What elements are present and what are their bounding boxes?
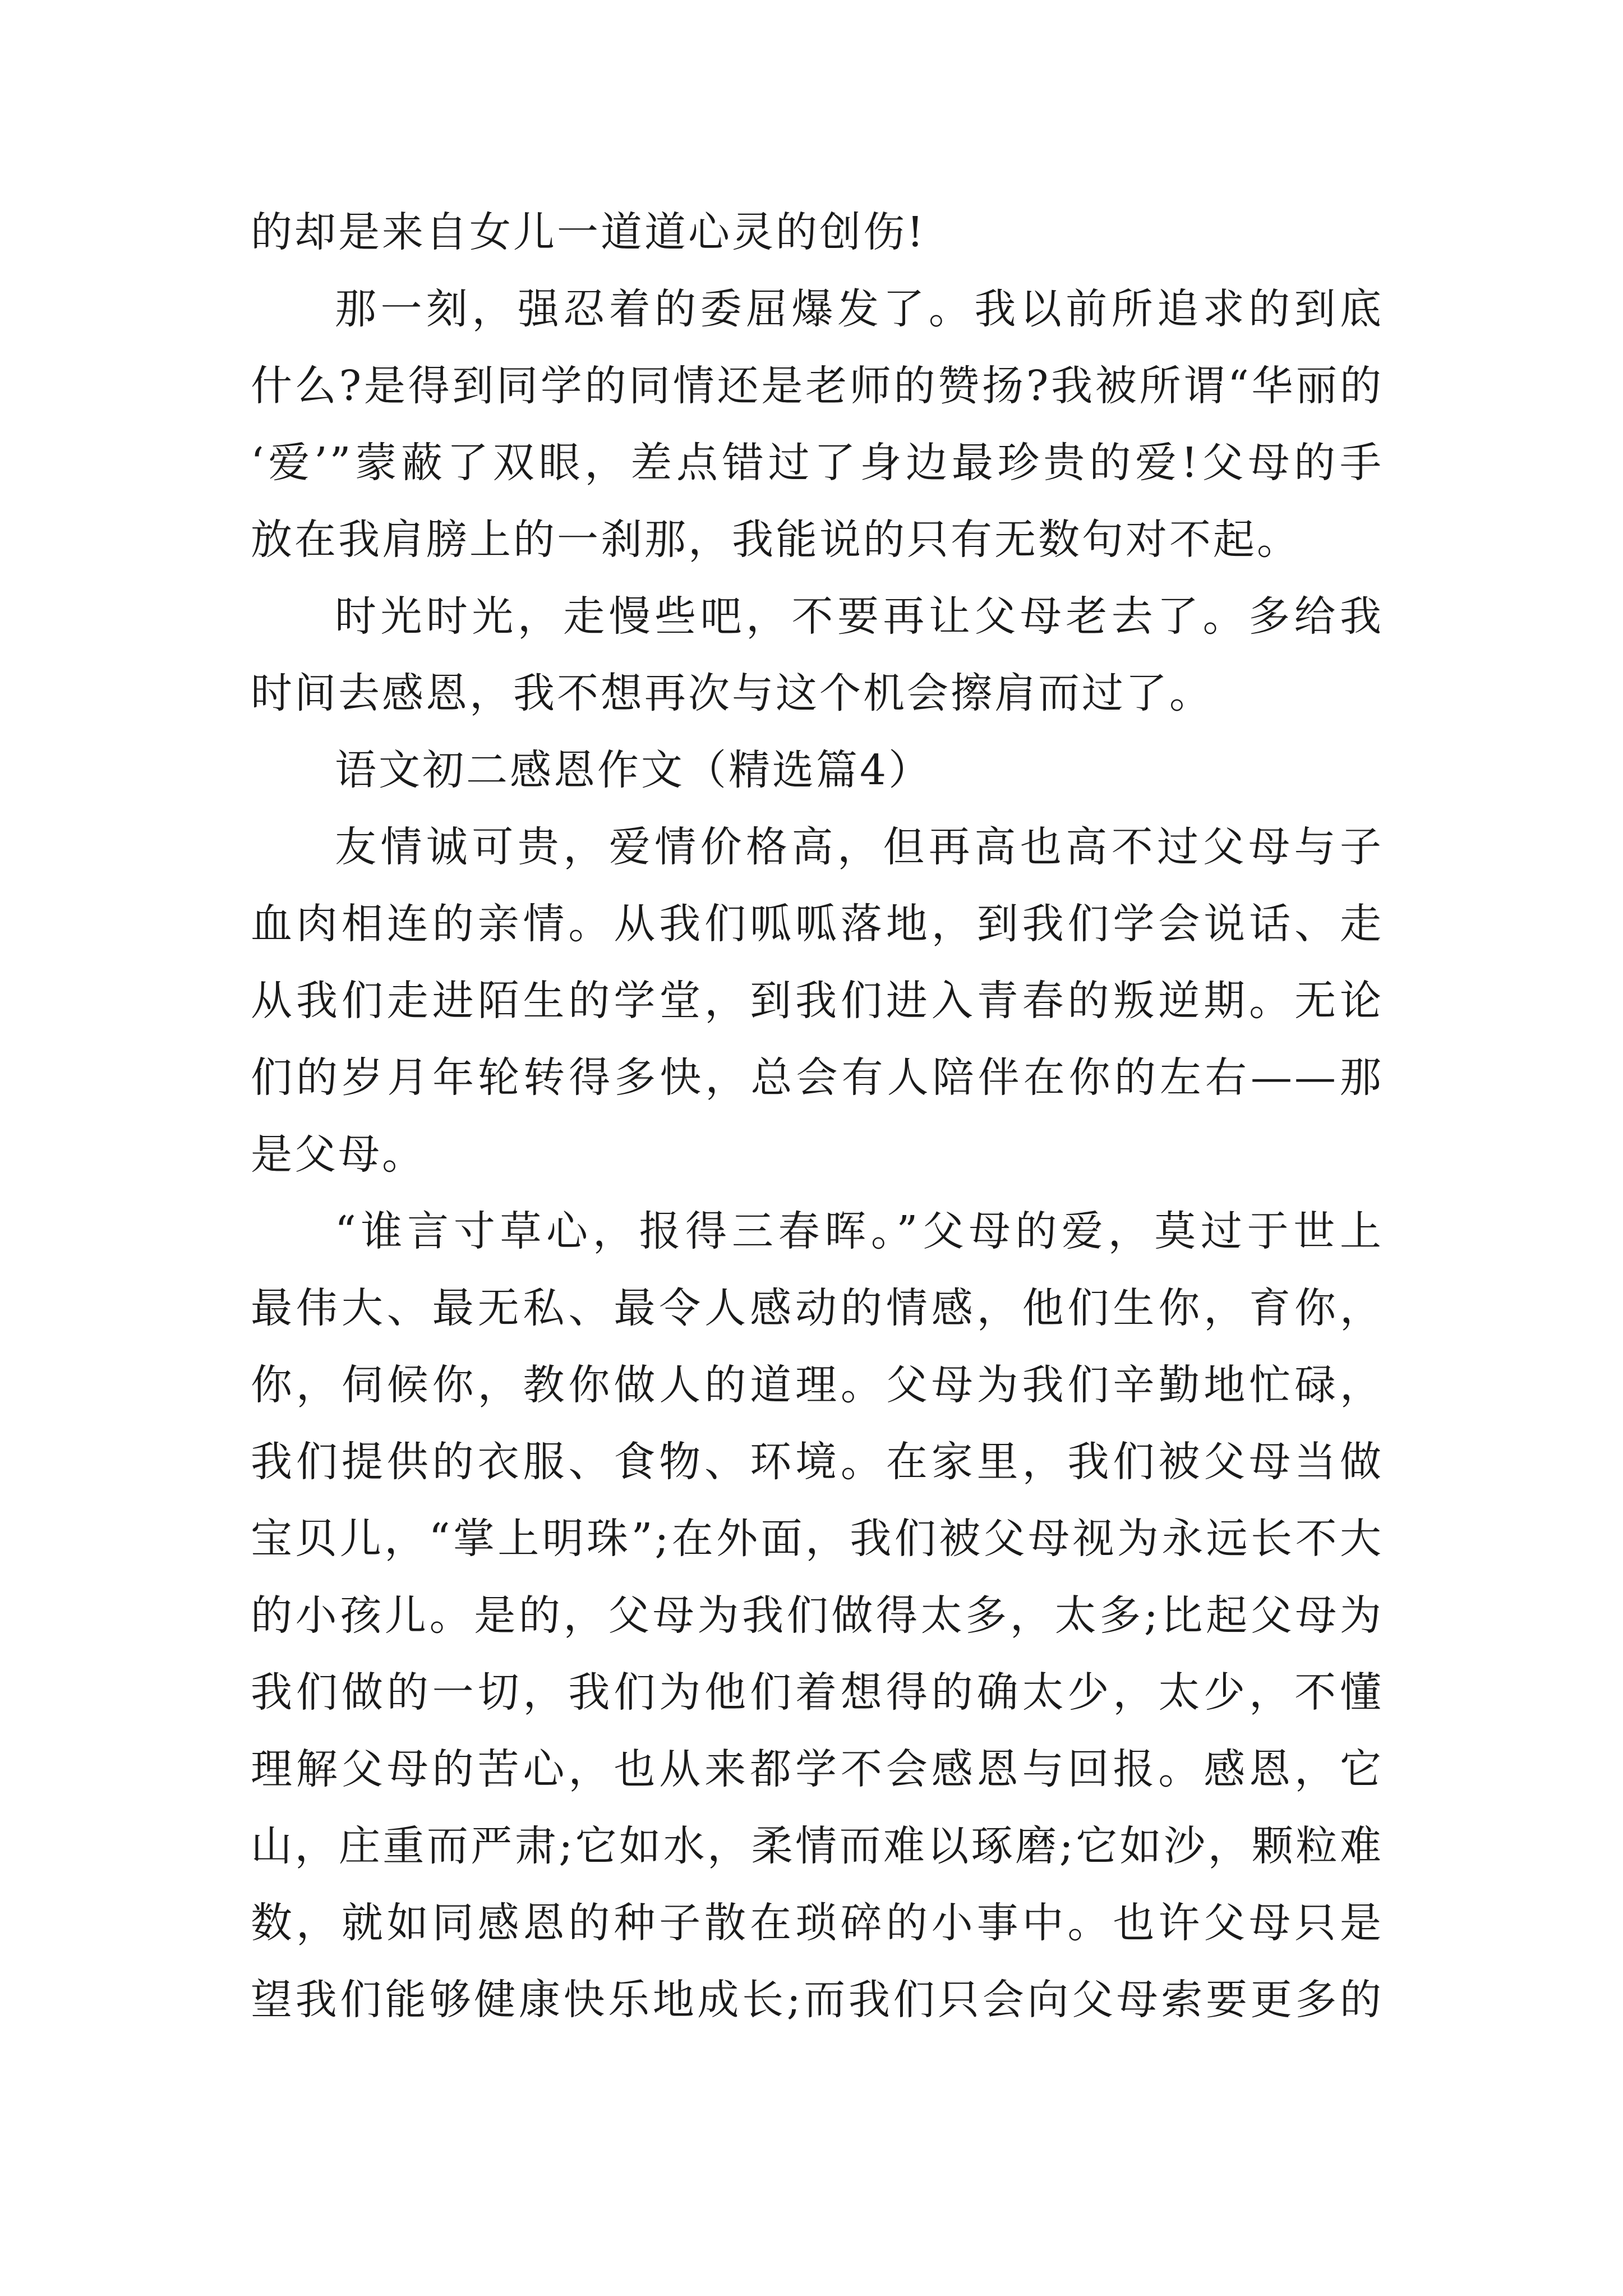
text-line-17: 我们提供的衣服、食物、环境。在家里，我们被父母当做 xyxy=(251,1438,1384,1486)
text-line-3: 什么?是得到同学的同情还是老师的赞扬?我被所谓“华丽的 xyxy=(251,362,1384,410)
text-line-18: 宝贝儿，“掌上明珠”;在外面，我们被父母视为永远长不大 xyxy=(251,1515,1384,1563)
text-line-9: 友情诚可贵，爱情价格高，但再高也高不过父母与子 xyxy=(335,823,1384,871)
text-line-4: ‘爱’”蒙蔽了双眼，差点错过了身边最珍贵的爱!父母的手 xyxy=(251,439,1384,487)
text-line-19: 的小孩儿。是的，父母为我们做得太多，太多;比起父母为 xyxy=(251,1591,1384,1640)
section-heading: 语文初二感恩作文（精选篇4） xyxy=(335,746,933,794)
text-line-15: 最伟大、最无私、最令人感动的情感，他们生你，育你， xyxy=(251,1284,1384,1332)
text-line-22: 山，庄重而严肃;它如水，柔情而难以琢磨;它如沙，颗粒难 xyxy=(251,1822,1384,1870)
document-body xyxy=(251,194,1384,2039)
text-line-23: 数，就如同感恩的种子散在琐碎的小事中。也许父母只是 xyxy=(251,1899,1384,1947)
text-line-14: “谁言寸草心，报得三春晖。”父母的爱，莫过于世上 xyxy=(335,1207,1384,1255)
text-line-6: 时光时光，走慢些吧，不要再让父母老去了。多给我 xyxy=(335,592,1384,641)
text-line-21: 理解父母的苦心，也从来都学不会感恩与回报。感恩，它 xyxy=(251,1745,1384,1793)
text-line-20: 我们做的一切，我们为他们着想得的确太少，太少，不懂 xyxy=(251,1668,1384,1717)
text-line-13: 是父母。 xyxy=(251,1130,426,1179)
text-line-11: 从我们走进陌生的学堂，到我们进入青春的叛逆期。无论 xyxy=(251,977,1384,1025)
text-line-10: 血肉相连的亲情。从我们呱呱落地，到我们学会说话、走 xyxy=(251,900,1384,948)
text-line-1: 的却是来自女儿一道道心灵的创伤! xyxy=(251,208,926,256)
text-line-7: 时间去感恩，我不想再次与这个机会擦肩而过了。 xyxy=(251,669,1213,717)
text-line-5: 放在我肩膀上的一刹那，我能说的只有无数句对不起。 xyxy=(251,516,1301,564)
text-line-16: 你，伺候你，教你做人的道理。父母为我们辛勤地忙碌， xyxy=(251,1361,1384,1409)
text-line-2: 那一刻，强忍着的委屈爆发了。我以前所追求的到底 xyxy=(335,285,1384,333)
text-line-24: 望我们能够健康快乐地成长;而我们只会向父母索要更多的 xyxy=(251,1976,1384,2024)
text-line-12: 们的岁月年轮转得多快，总会有人陪伴在你的左右——那 xyxy=(251,1053,1384,1102)
